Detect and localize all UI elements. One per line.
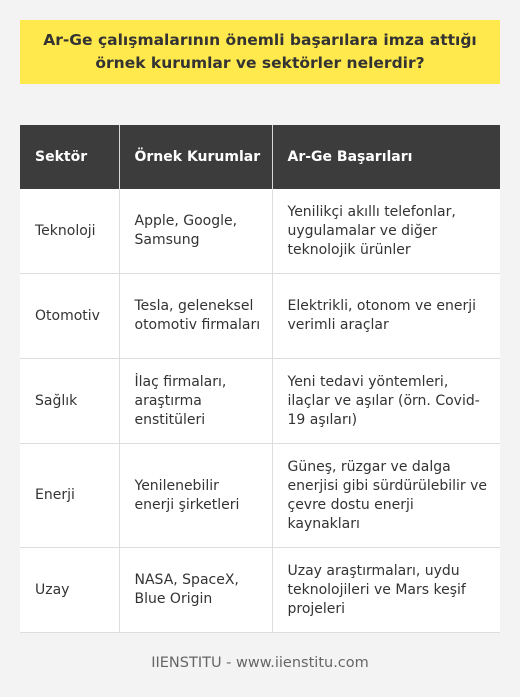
cell-institutions: Tesla, geleneksel otomotiv firmaları	[119, 274, 272, 359]
cell-sector: Otomotiv	[20, 274, 119, 359]
cell-institutions: NASA, SpaceX, Blue Origin	[119, 548, 272, 633]
header-sector: Sektör	[20, 125, 119, 189]
cell-achievements: Güneş, rüzgar ve dalga enerjisi gibi sürdürülebilir ve çevre dostu enerji kaynakları	[272, 444, 500, 548]
table-row	[20, 444, 500, 548]
table-row	[20, 548, 500, 633]
title-banner	[20, 20, 500, 84]
data-table	[20, 125, 500, 633]
table-row	[20, 359, 500, 444]
header-example-institutions: Örnek Kurumlar	[119, 125, 272, 189]
cell-sector: Uzay	[20, 548, 119, 633]
cell-institutions: Apple, Google, Samsung	[119, 189, 272, 274]
footer-credit: IIENSTITU - www.iienstitu.com	[151, 655, 369, 671]
table-row	[20, 274, 500, 359]
cell-institutions: Yenilenebilir enerji şirketleri	[119, 444, 272, 548]
cell-achievements: Elektrikli, otonom ve enerji verimli araçlar	[272, 274, 500, 359]
table-header-row	[20, 125, 500, 189]
header-rd-achievements: Ar-Ge Başarıları	[272, 125, 500, 189]
cell-sector: Teknoloji	[20, 189, 119, 274]
cell-achievements: Yenilikçi akıllı telefonlar, uygulamalar ve diğer teknolojik ürünler	[272, 189, 500, 274]
page-title: Ar-Ge çalışmalarının önemli başarılara imza attığı örnek kurumlar ve sektörler nelerdir?	[43, 31, 477, 72]
cell-sector: Enerji	[20, 444, 119, 548]
table-row	[20, 189, 500, 274]
cell-institutions: İlaç firmaları, araştırma enstitüleri	[119, 359, 272, 444]
cell-achievements: Yeni tedavi yöntemleri, ilaçlar ve aşılar (örn. Covid-19 aşıları)	[272, 359, 500, 444]
cell-sector: Sağlık	[20, 359, 119, 444]
cell-achievements: Uzay araştırmaları, uydu teknolojileri ve Mars keşif projeleri	[272, 548, 500, 633]
